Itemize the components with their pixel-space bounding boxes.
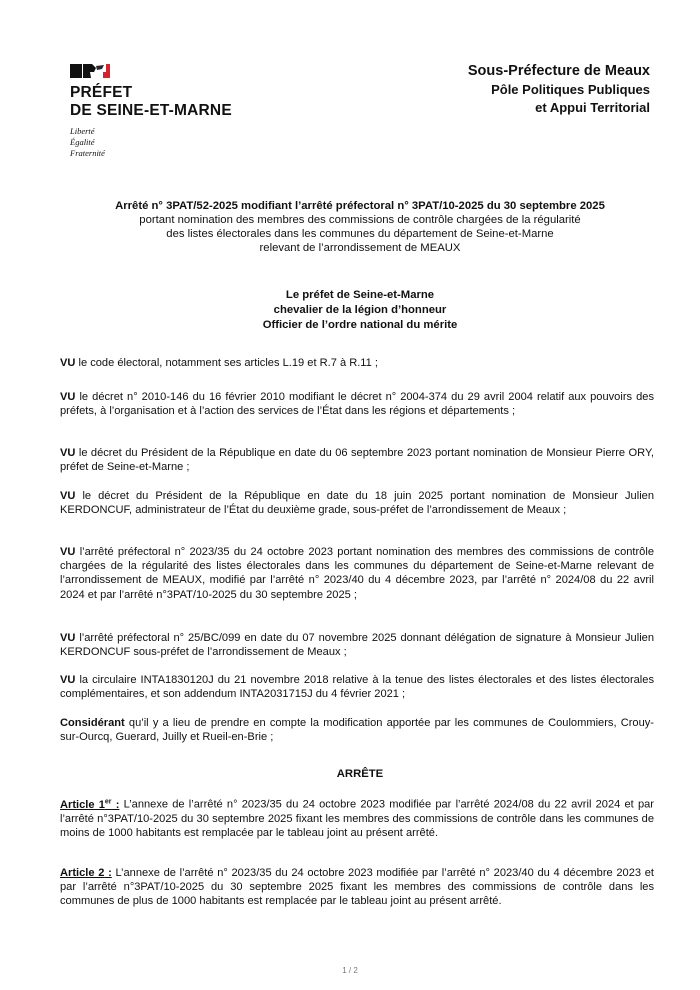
motto — [70, 126, 270, 159]
logo-line-2: DE SEINE-ET-MARNE — [70, 102, 232, 119]
decree-title-line-3: relevant de l’arrondissement de MEAUX — [259, 242, 461, 254]
visa-keyword: VU — [60, 391, 76, 403]
visa-paragraph — [60, 545, 654, 602]
article-2-label: Article 2 : — [60, 867, 112, 879]
article-1-text: L’annexe de l’arrêté n° 2023/35 du 24 octobre 2023 modifiée par l’arrêté 2024/08 du 22 avril 2024 et par l’arrêté n°3PAT/10-2025 du 30 septembre 2025 fixant les membres des commissions de contrôle dans les communes de moins de 1000 habitants est remplacée par le tableau joint au présent arrêté. — [60, 798, 655, 840]
visa-text: l’arrêté préfectoral n° 25/BC/099 en date du 07 novembre 2025 donnant délégation de signature à Monsieur Julien KERDONCUF sous-préfet de l’arrondissement de Meaux ; — [60, 632, 654, 659]
prefet-heading — [60, 288, 660, 333]
decree-title — [60, 199, 660, 255]
visa-paragraph — [60, 489, 654, 517]
motto-liberte: Liberté — [70, 126, 95, 136]
visa-keyword: VU — [60, 490, 76, 502]
prefet-line-1: Le préfet de Seine-et-Marne — [285, 289, 435, 301]
visa-paragraph — [60, 673, 654, 701]
visa-text: le décret n° 2010-146 du 16 février 2010 modifiant le décret n° 2004-374 du 29 avril 2004 relatif aux pouvoirs des préfets, à l’organisation et à l’action des services de l’État dans les régions et départements ; — [60, 391, 654, 418]
visa-paragraph — [60, 390, 654, 418]
considerant-text: qu’il y a lieu de prendre en compte la modification apportée par les communes de Coulommiers, Crouy-sur-Ourcq, Guerard, Juilly et Rueil-en-Brie ; — [60, 717, 654, 744]
considerant-keyword: Considérant — [60, 717, 125, 729]
logo-line-1: PRÉFET — [70, 84, 133, 101]
visa-keyword: VU — [60, 546, 76, 558]
arrete-heading: ARRÊTE — [336, 768, 384, 780]
prefet-line-2: chevalier de la légion d’honneur — [273, 304, 447, 316]
marianne-icon — [70, 60, 110, 82]
issuer-block — [468, 62, 650, 117]
visa-paragraph — [60, 631, 654, 659]
prefet-logo — [70, 60, 270, 159]
article-1 — [60, 795, 654, 840]
prefet-line-3: Officier de l’ordre national du mérite — [262, 319, 458, 331]
issuer-line-1: Sous-Préfecture de Meaux — [467, 63, 650, 79]
motto-egalite: Égalité — [70, 137, 95, 147]
visa-keyword: VU — [60, 447, 76, 459]
logo-title — [70, 84, 270, 120]
issuer-line-2: Pôle Politiques Publiques — [491, 82, 650, 97]
issuer-line-3: et Appui Territorial — [535, 100, 650, 115]
visa-text: la circulaire INTA1830120J du 21 novembre 2018 relative à la tenue des listes électorales et des listes électorales complémentaires, et son addendum INTA2031715J du 4 février 2021 ; — [60, 674, 654, 701]
visa-keyword: VU — [60, 357, 76, 369]
visa-keyword: VU — [60, 632, 76, 644]
visa-paragraph — [60, 356, 654, 370]
visa-text: l’arrêté préfectoral n° 2023/35 du 24 octobre 2023 portant nomination des membres des commissions de contrôle chargées de la régularité des listes électorales dans les communes du département de Seine-et-Marne relevant de l’arrondissement de MEAUX, modifié par l’arrêté n° 2023/40 du 4 décembre 2023, par l’arrêté n° 2024/08 du 22 avril 2024 et par l’arrêté n°3PAT/10-2025 du 30 septembre 2025 ; — [60, 546, 654, 601]
article-2 — [60, 866, 654, 909]
article-2-text: L’annexe de l’arrêté n° 2023/35 du 24 octobre 2023 modifiée par l’arrêté n° 2023/40 du 4 décembre 2023 et par l’arrêté n°3PAT/10-2025 du 30 septembre 2025 fixant les membres des commissions de contrôle dans les communes de plus de 1000 habitants est remplacée par le tableau joint au présent arrêté. — [60, 867, 654, 908]
considerant-paragraph — [60, 716, 654, 744]
page-number: 1 / 2 — [342, 966, 358, 975]
motto-fraternite: Fraternité — [70, 148, 105, 158]
visa-keyword: VU — [60, 674, 76, 686]
article-1-label: Article 1er : — [60, 798, 120, 811]
visa-text: le décret du Président de la République en date du 06 septembre 2023 portant nomination de Monsieur Pierre ORY, préfet de Seine-et-Marne ; — [60, 447, 654, 474]
decree-title-line-2: des listes électorales dans les communes du département de Seine-et-Marne — [166, 228, 554, 240]
visa-text: le code électoral, notamment ses articles L.19 et R.7 à R.11 ; — [75, 357, 378, 369]
visa-text: le décret du Président de la République en date du 18 juin 2025 portant nomination de Monsieur Julien KERDONCUF, administrateur de l’État du deuxième grade, sous-préfet de l’arrondissement de Meaux ; — [60, 490, 654, 517]
decree-title-line-1: portant nomination des membres des commissions de contrôle chargées de la régularité — [139, 214, 581, 226]
decree-title-main: Arrêté n° 3PAT/52-2025 modifiant l’arrêté préfectoral n° 3PAT/10-2025 du 30 septembre 2025 — [115, 200, 605, 212]
visa-paragraph — [60, 446, 654, 474]
